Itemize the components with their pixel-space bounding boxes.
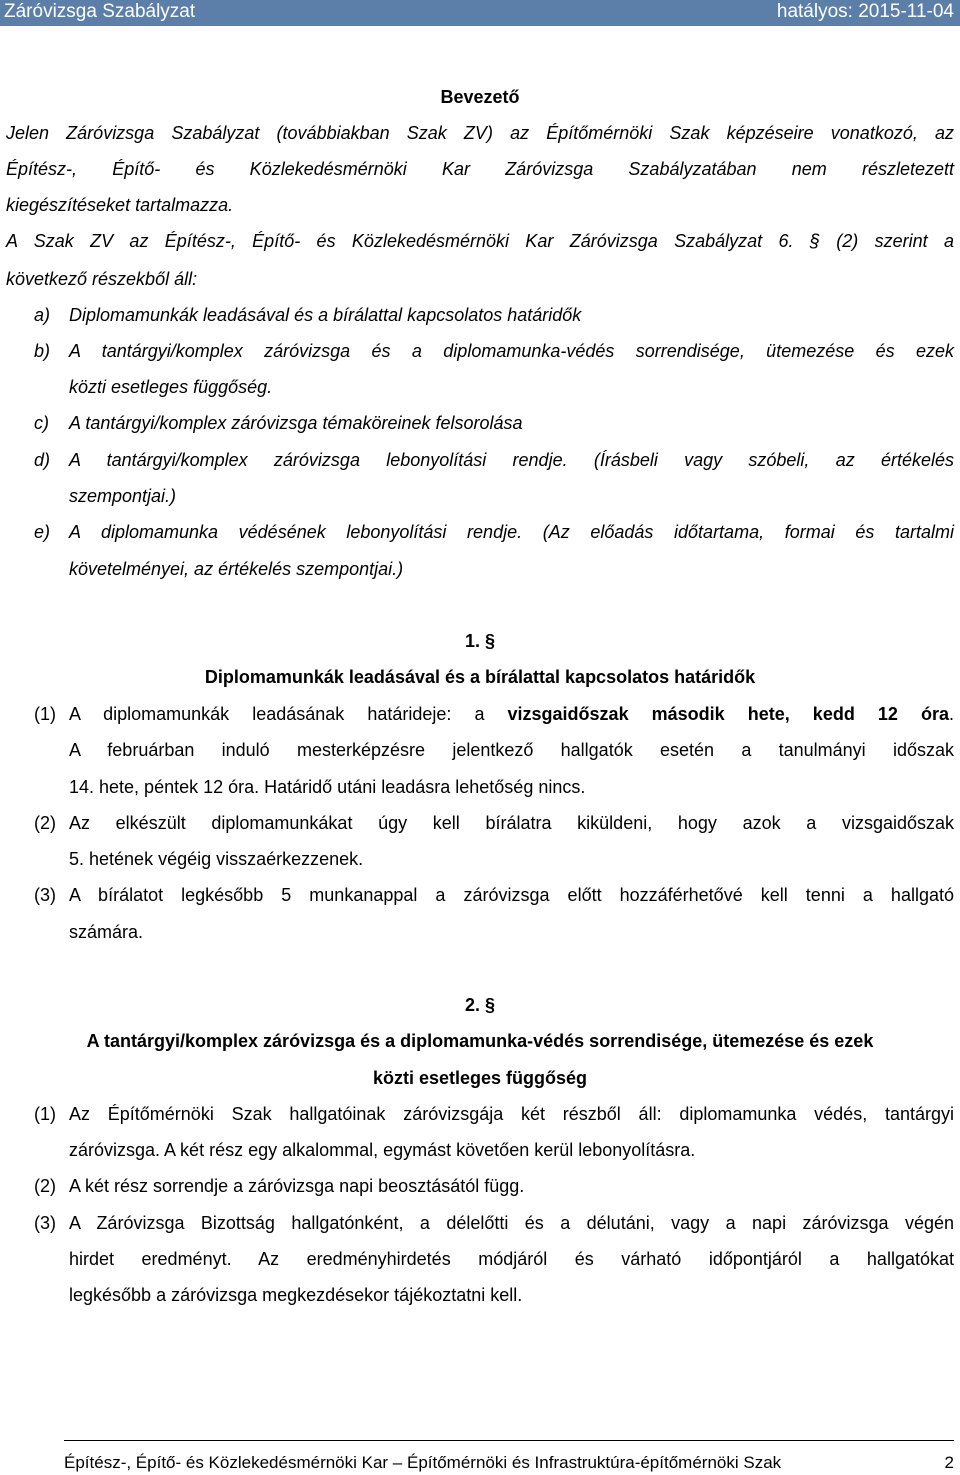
s1-p3-line2: számára.	[69, 922, 144, 942]
section2-number: 2. §	[464, 995, 496, 1015]
s2-p1-line1: Az Építőmérnöki Szak hallgatóinak záróvizsgája két részből áll: diplomamunka védés, tantárgyi	[69, 1104, 954, 1124]
s2-p3-line2: hirdet eredményt. Az eredményhirdetés módjáról és várható időpontjáról a hallgatókat	[69, 1249, 954, 1269]
s1-p1-line3: 14. hete, péntek 12 óra. Határidő utáni leadásra lehetőség nincs.	[69, 777, 586, 797]
list-item-e-line2: követelményei, az értékelés szempontjai.)	[69, 559, 404, 579]
list-item-d-line2: szempontjai.)	[69, 486, 177, 506]
list-item-b-line2: közti esetleges függőség.	[69, 377, 273, 397]
s2-p3-marker: (3)	[34, 1213, 56, 1233]
page-number: 2	[944, 1453, 954, 1472]
s2-p3-line1: A Záróvizsga Bizottság hallgatónként, a délelőtti és a délutáni, vagy a napi záróvizsga végén	[69, 1213, 954, 1233]
list-item-c: A tantárgyi/komplex záróvizsga témaköreinek felsorolása	[69, 413, 523, 433]
footer-divider	[64, 1440, 954, 1441]
section1-number: 1. §	[464, 631, 496, 651]
intro-p1-line1: Jelen Záróvizsga Szabályzat (továbbiakban Szak ZV) az Építőmérnöki Szak képzéseire vonatkozó, az	[6, 123, 954, 143]
effective-date: hatályos: 2015-11-04	[776, 1, 954, 22]
s2-p2-line1: A két rész sorrendje a záróvizsga napi beosztásától függ.	[69, 1176, 525, 1196]
intro-heading: Bevezető	[440, 87, 520, 107]
list-marker-e: e)	[34, 522, 51, 542]
list-marker-c: c)	[34, 413, 49, 433]
s1-p1-deadline: vizsgaidőszak második hete, kedd 12 óra	[507, 704, 949, 724]
section2-title-line1: A tantárgyi/komplex záróvizsga és a diplomamunka-védés sorrendisége, ütemezése és ezek	[86, 1031, 874, 1051]
list-marker-a: a)	[34, 305, 51, 325]
s1-p1-period: .	[948, 704, 954, 724]
s1-p3-marker: (3)	[34, 885, 56, 905]
s1-p1-line2: A februárban induló mesterképzésre jelentkező hallgatók esetén a tanulmányi időszak	[69, 740, 954, 760]
s1-p3-line1: A bírálatot legkésőbb 5 munkanappal a záróvizsga előtt hozzáférhetővé kell tenni a hallgató	[69, 885, 954, 905]
s1-p2-line2: 5. hetének végéig visszaérkezzenek.	[69, 849, 364, 869]
s1-p2-marker: (2)	[34, 813, 56, 833]
s1-p1-text: A diplomamunkák leadásának határideje: a	[69, 704, 508, 724]
intro-p1-line2: Építész-, Építő- és Közlekedésmérnöki Kar Záróvizsga Szabályzatában nem részletezett	[6, 159, 954, 179]
list-item-e-line1: A diplomamunka védésének lebonyolítási rendje. (Az előadás időtartama, formai és tartalmi	[69, 522, 954, 542]
s1-p1-line1	[69, 703, 954, 725]
list-item-a: Diplomamunkák leadásával és a bírálattal kapcsolatos határidők	[69, 305, 582, 325]
s2-p3-line3: legkésőbb a záróvizsga megkezdésekor tájékoztatni kell.	[69, 1285, 523, 1305]
document-title: Záróvizsga Szabályzat	[4, 1, 196, 22]
s2-p1-marker: (1)	[34, 1104, 56, 1124]
s1-p2-line1: Az elkészült diplomamunkákat úgy kell bírálatra kiküldeni, hogy azok a vizsgaidőszak	[69, 813, 954, 833]
list-item-d-line1: A tantárgyi/komplex záróvizsga lebonyolítási rendje. (Írásbeli vagy szóbeli, az értékelés	[69, 450, 954, 470]
section1-title: Diplomamunkák leadásával és a bírálattal kapcsolatos határidők	[204, 667, 756, 687]
list-item-b-line1: A tantárgyi/komplex záróvizsga és a diplomamunka-védés sorrendisége, ütemezése és ezek	[69, 341, 954, 361]
page-header	[0, 0, 960, 26]
intro-p1-line3: kiegészítéseket tartalmazza.	[6, 195, 234, 215]
footer-text: Építész-, Építő- és Közlekedésmérnöki Kar – Építőmérnöki és Infrastruktúra-építőmérnöki Szak	[64, 1453, 782, 1472]
section2-title-line2: közti esetleges függőség	[372, 1068, 588, 1088]
s2-p1-line2: záróvizsga. A két rész egy alkalommal, egymást követően kerül lebonyolításra.	[69, 1140, 696, 1160]
s2-p2-marker: (2)	[34, 1176, 56, 1196]
list-marker-d: d)	[34, 450, 51, 470]
intro-p2-line2: következő részekből áll:	[6, 269, 198, 289]
s1-p1-marker: (1)	[34, 704, 56, 724]
intro-p2-line1: A Szak ZV az Építész-, Építő- és Közlekedésmérnöki Kar Záróvizsga Szabályzat 6. § (2) szerint a	[6, 231, 954, 251]
list-marker-b: b)	[34, 341, 51, 361]
